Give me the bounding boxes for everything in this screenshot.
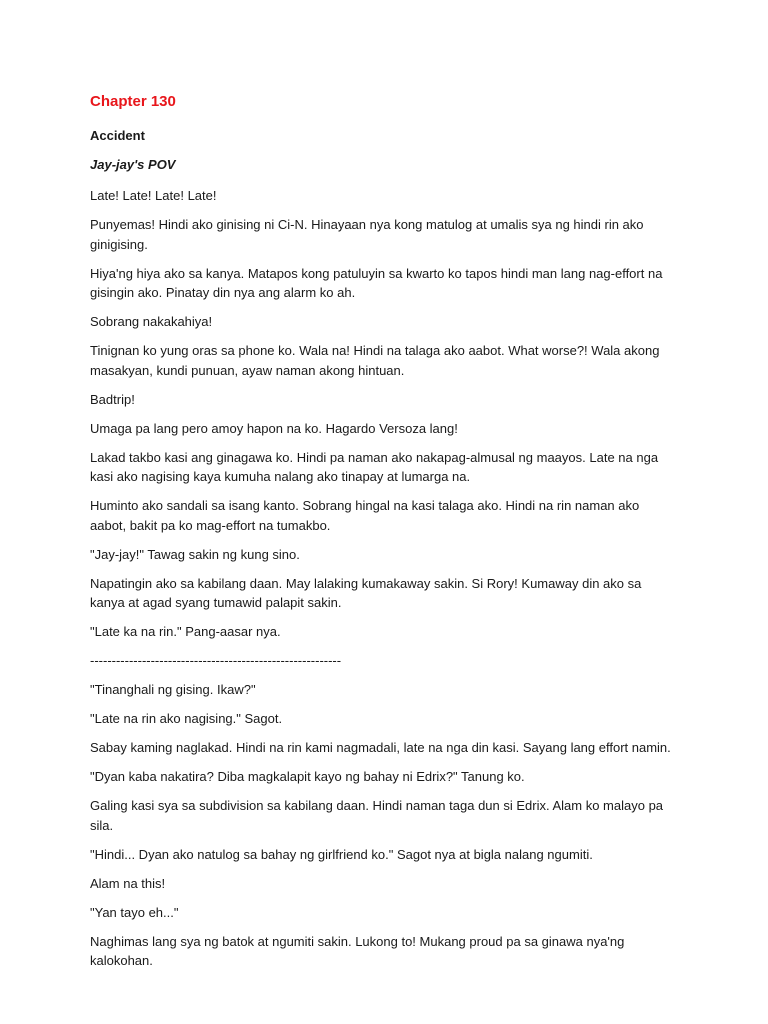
paragraph: Badtrip!	[90, 391, 135, 407]
paragraph: Punyemas! Hindi ako ginising ni Ci-N. Hinayaan nya kong matulog at umalis sya ng hindi rin ako ginigising.	[90, 217, 644, 252]
paragraph: "Tinanghali ng gising. Ikaw?"	[90, 682, 256, 697]
paragraph: "Jay-jay!" Tawag sakin ng kung sino.	[90, 546, 300, 562]
paragraph: "Dyan kaba nakatira? Diba magkalapit kayo ng bahay ni Edrix?" Tanung ko.	[90, 769, 525, 784]
paragraph: Umaga pa lang pero amoy hapon na ko. Hagardo Versoza lang!	[90, 420, 458, 436]
paragraph: Sabay kaming naglakad. Hindi na rin kami nagmadali, late na nga din kasi. Sayang lang effort namin.	[90, 740, 671, 755]
paragraph: "Yan tayo eh..."	[90, 904, 179, 920]
section-title: Accident	[90, 128, 145, 143]
paragraph: Naghimas lang sya ng batok at ngumiti sakin. Lukong to! Mukang proud pa sa ginawa nya'ng kalokohan.	[90, 933, 625, 968]
paragraph: Tinignan ko yung oras sa phone ko. Wala na! Hindi na talaga ako aabot. What worse?! Wala akong masakyan, kundi punuan, ayaw naman akong hintuan.	[90, 343, 660, 378]
paragraph: Hiya'ng hiya ako sa kanya. Matapos kong patuluyin sa kwarto ko tapos hindi man lang nag-effort na gisingin ako. Pinatay din nya ang alarm ko ah.	[90, 265, 663, 300]
paragraph: Lakad takbo kasi ang ginagawa ko. Hindi pa naman ako nakapag-almusal ng maayos. Late na nga kasi ako nagising kaya kumuha nalang ako tinapay at lumarga na.	[90, 449, 659, 484]
chapter-title: Chapter 130	[90, 93, 176, 110]
paragraph: Huminto ako sandali sa isang kanto. Sobrang hingal na kasi talaga ako. Hindi na rin naman ako aabot, bakit pa ko mag-effort na tumakbo.	[90, 498, 640, 533]
paragraph: "Late ka na rin." Pang-aasar nya.	[90, 624, 281, 639]
pov-heading: Jay-jay's POV	[90, 157, 176, 172]
paragraph: Alam na this!	[90, 875, 166, 891]
scene-divider: ----------------------------------------------------------	[90, 653, 342, 668]
paragraph: "Late na rin ako nagising." Sagot.	[90, 711, 283, 726]
paragraphs-before	[90, 186, 678, 642]
paragraph: "Hindi... Dyan ako natulog sa bahay ng girlfriend ko." Sagot nya at bigla nalang ngumiti.	[90, 846, 593, 862]
paragraph: Sobrang nakakahiya!	[90, 314, 213, 329]
paragraph: Galing kasi sya sa subdivision sa kabilang daan. Hindi naman taga dun si Edrix. Alam ko malayo pa sila.	[90, 798, 664, 833]
paragraphs-after	[90, 680, 678, 971]
paragraph: Napatingin ako sa kabilang daan. May lalaking kumakaway sakin. Si Rory! Kumaway din ako sa kanya at agad syang tumawid palapit sakin.	[90, 575, 642, 610]
paragraph: Late! Late! Late! Late!	[90, 188, 217, 203]
